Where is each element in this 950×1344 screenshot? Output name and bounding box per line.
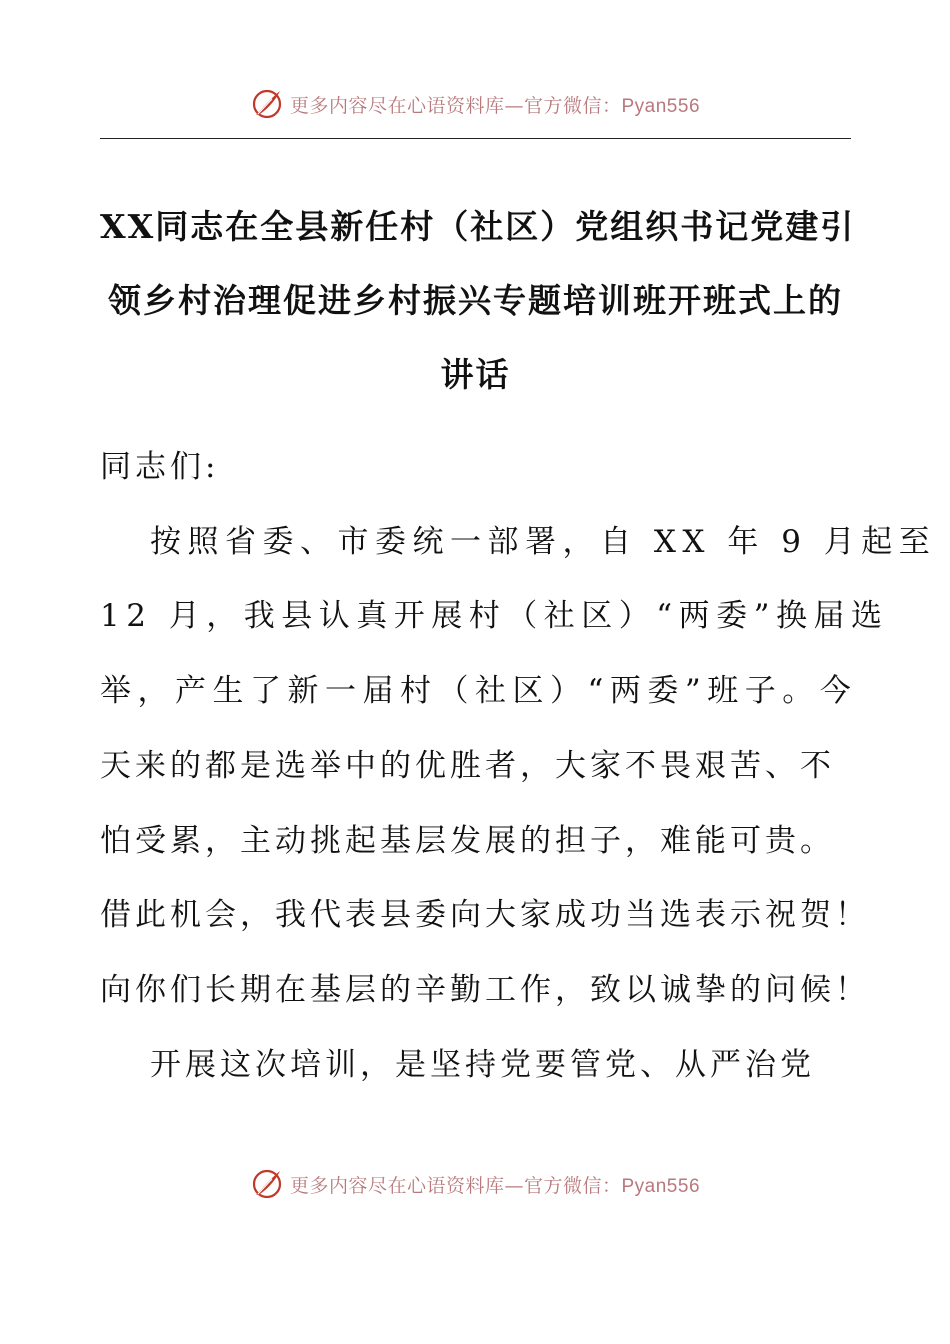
quill-logo-icon	[250, 87, 284, 121]
body-line: 天来的都是选举中的优胜者，大家不畏艰苦、不	[100, 747, 835, 784]
body-line: 怕受累，主动挑起基层发展的担子，难能可贵。	[100, 822, 835, 859]
watermark-text: 更多内容尽在心语资料库—官方微信：Pyan556	[289, 94, 701, 117]
title-line: 领乡村治理促进乡村振兴专题培训班开班式上的	[108, 281, 843, 320]
body-line: 向你们长期在基层的辛勤工作，致以诚挚的问候！	[100, 971, 870, 1008]
quill-logo-icon	[250, 1167, 284, 1201]
header-divider	[100, 138, 851, 139]
footer-watermark	[0, 1164, 950, 1204]
watermark-text: 更多内容尽在心语资料库—官方微信：Pyan556	[289, 1174, 701, 1197]
body-line: 借此机会，我代表县委向大家成功当选表示祝贺！	[100, 897, 870, 934]
salutation: 同志们:	[100, 449, 220, 485]
document-title	[100, 190, 856, 412]
header-watermark	[0, 84, 950, 124]
body-line: 12 月，我县认真开展村（社区）“两委”换届选	[100, 598, 889, 635]
speech-body	[100, 430, 937, 1102]
body-line: 举，产生了新一届村（社区）“两委”班子。今	[100, 673, 858, 710]
title-line: XX同志在全县新任村（社区）党组织书记党建引	[100, 207, 856, 246]
title-line: 讲话	[440, 355, 511, 394]
body-line: 开展这次培训，是坚持党要管党、从严治党	[150, 1046, 815, 1083]
body-line: 按照省委、市委统一部署，自 XX 年 9 月起至	[150, 523, 937, 560]
